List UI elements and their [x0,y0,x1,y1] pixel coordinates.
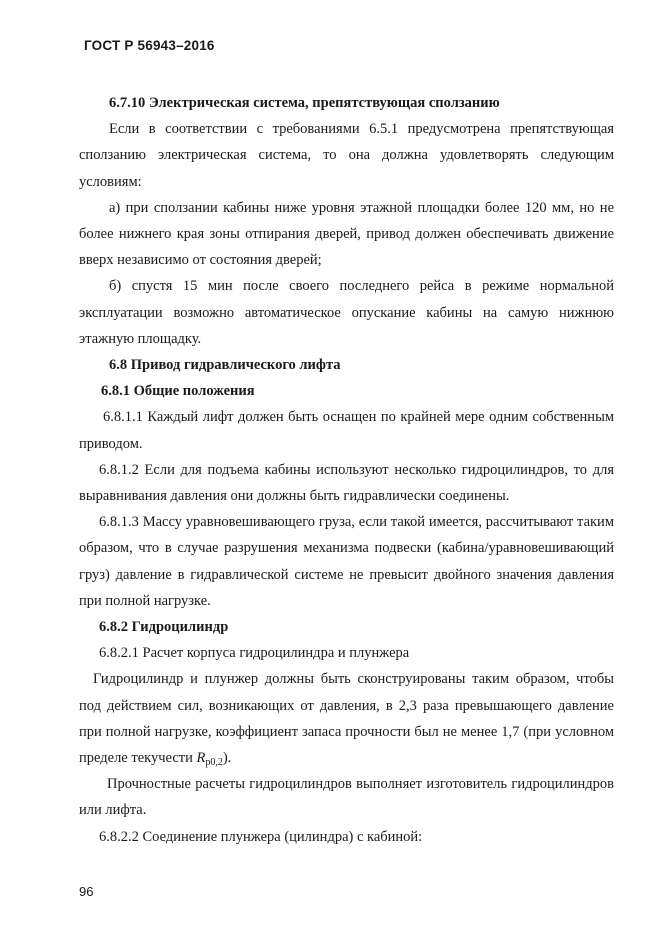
paragraph-6-8-1-3: 6.8.1.3 Массу уравновешивающего груза, если такой имеется, рассчитывают таким образом, что в случае разрушения механизма подвески (кабина/уравновешивающий груз) давление в гидравлической системе не превысит двойного значения давления при полной нагрузке. [79,514,614,609]
list-item-a: а) при сползании кабины ниже уровня этажной площадки более 120 мм, но не более нижнего края зоны отпирания дверей, привод должен обеспечивать движение вверх независимо от состояния дверей; [79,199,614,269]
heading-6-8-1: 6.8.1 Общие положения [101,383,255,400]
heading-6-7-10: 6.7.10 Электрическая система, препятствующая сползанию [109,95,500,111]
heading-6-8-2: 6.8.2 Гидроцилиндр [99,619,229,636]
paragraph-6-7-10-intro: Если в соответствии с требованиями 6.5.1 предусмотрена препятствующая сползанию электрическая система, то она должна удовлетворять следующим условиям: [79,121,614,190]
heading-6-8: 6.8 Привод гидравлического лифта [109,357,341,374]
paragraph-6-8-2-2: 6.8.2.2 Соединение плунжера (цилиндра) с кабиной: [99,828,423,845]
document-body [79,90,614,850]
document-header: ГОСТ Р 56943–2016 [84,38,215,53]
paragraph-6-8-1-2: 6.8.1.2 Если для подъема кабины используют несколько гидроцилиндров, то для выравнивания давления они должны быть гидравлически соединены. [79,461,614,505]
paragraph-6-8-1-1: 6.8.1.1 Каждый лифт должен быть оснащен по крайней мере одним собственным приводом. [79,409,614,452]
paragraph-6-8-2-1-text: Гидроцилиндр и плунжер должны быть сконструированы таким образом, чтобы под действием сил, возникающих от давления, в 2,3 раза превышающего давление при полной нагрузке, коэффициент запаса прочности был не менее 1,7 (при условном пределе текучести [79,671,614,767]
list-item-b: б) спустя 15 мин после своего последнего рейса в режиме нормальной эксплуатации возможно автоматическое опускание кабины на самую нижнюю этажную площадку. [79,278,614,347]
yield-strength-symbol: R [196,750,206,767]
paragraph-6-8-2-1-end: ). [222,750,232,767]
yield-strength-subscript: p0,2 [205,757,223,769]
page-number: 96 [79,884,94,899]
paragraph-strength-calc: Прочностные расчеты гидроцилиндров выполняет изготовитель гидроцилиндров или лифта. [79,776,614,819]
paragraph-6-8-2-1-body [79,666,614,771]
paragraph-6-8-2-1: 6.8.2.1 Расчет корпуса гидроцилиндра и плунжера [99,645,410,662]
